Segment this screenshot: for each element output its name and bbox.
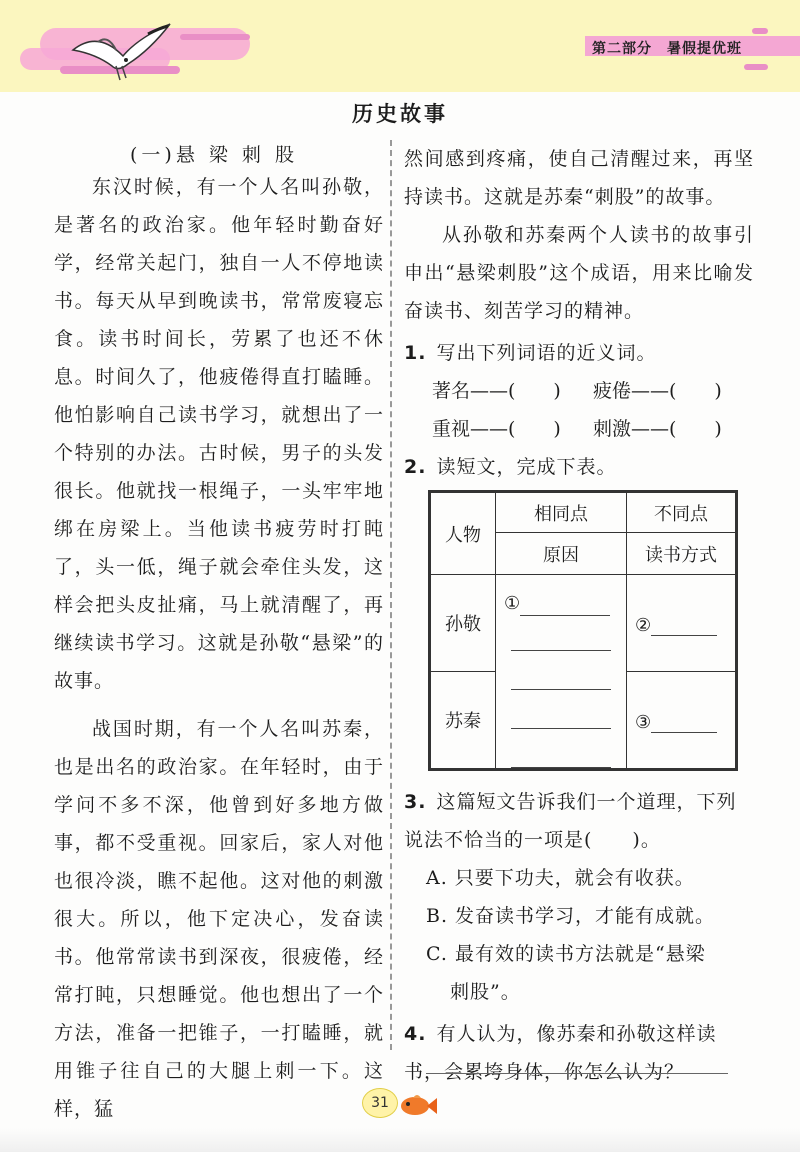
synonym-blank[interactable]: 著名——( ) [432,380,561,402]
table-cell-method[interactable] [627,672,736,769]
passage-paragraph: 从孙敬和苏秦两个人读书的故事引申出“悬梁刺股”这个成语，用来比喻发奋读书、刻苦学习的精神。 [404,224,754,322]
answer-blank[interactable] [511,747,611,768]
table-header-same: 相同点 [496,493,627,533]
answer-line[interactable] [426,1073,728,1074]
table-subheader-method: 读书方式 [627,533,736,575]
story-subtitle: (一)悬 梁 刺 股 [130,144,298,166]
question-4 [404,1015,754,1091]
synonym-blank[interactable]: 疲倦——( ) [593,380,722,402]
table-header-person: 人物 [431,493,496,575]
question-text: 写出下列词语的近义词。 [436,342,657,364]
pink-stripe [744,64,768,70]
question-number: 4. [404,1023,427,1045]
column-divider [390,140,392,1050]
table-header-diff: 不同点 [627,493,736,533]
question-number: 3. [404,791,427,813]
option-c[interactable]: C. 最有效的读书方法就是“悬梁 [426,943,706,965]
circled-mark: ① [504,593,521,614]
option-c-continued: 刺股”。 [450,981,521,1003]
question-number: 2. [404,456,427,478]
question-text: 这篇短文告诉我们一个道理，下列说法不恰当的一项是( )。 [404,791,737,851]
table-subheader-reason: 原因 [496,533,627,575]
section-label: 第二部分 暑假提优班 [592,41,742,57]
question-number: 1. [404,342,427,364]
synonym-row [404,372,754,410]
passage-paragraph: 战国时期，有一个人名叫苏秦，也是出名的政治家。在年轻时，由于学问不多不深，他曾到好多地方做事，都不受重视。回家后，家人对他也很冷淡，瞧不起他。这对他的刺激很大。所以，他下定决心，发奋读书。他常常读书到深夜，很疲倦，经常打盹，只想睡觉。他也想出了一个方法，准备一把锥子，一打瞌睡，就用锥子往自己的大腿上刺一下。这样，猛 [54,718,384,1120]
seagull-icon [68,20,178,90]
page-title: 历史故事 [352,102,448,126]
table-cell-reason[interactable] [496,575,627,769]
answer-blank[interactable] [651,708,717,733]
answer-blank[interactable] [520,591,610,616]
question-text: 有人认为，像苏秦和孙敬这样读书，会累垮身体，你怎么认为？ [404,1023,717,1083]
table-row-label: 苏秦 [431,672,496,769]
passage-paragraph: 东汉时候，有一个人名叫孙敬，是著名的政治家。他年轻时勤奋好学，经常关起门，独自一人不停地读书。每天从早到晚读书，常常废寝忘食。读书时间长，劳累了也还不休息。时间久了，他疲倦得直打瞌睡。他怕影响自己读书学习，就想出了一个特别的办法。古时候，男子的头发很长。他就找一根绳子，一头牢牢地绑在房梁上。当他读书疲劳时打盹了，头一低，绳子就会牵住头发，这样会把头皮扯痛，马上就清醒了，再继续读书学习。这就是孙敬“悬梁”的故事。 [54,176,384,692]
question-text: 读短文，完成下表。 [436,456,617,478]
answer-blank[interactable] [511,708,611,729]
synonym-blank[interactable]: 刺激——( ) [593,418,722,440]
circled-mark: ② [635,614,652,636]
passage-paragraph: 然间感到疼痛，使自己清醒过来，再坚持读书。这就是苏秦“刺股”的故事。 [404,148,754,208]
table-row-label: 孙敬 [431,575,496,672]
page-number: 31 [362,1088,398,1118]
answer-blank[interactable] [511,669,611,690]
right-column [404,140,754,1091]
comparison-table [430,492,736,769]
pink-stripe [180,34,250,40]
option-a[interactable]: A. 只要下功夫，就会有收获。 [426,867,695,889]
question-3 [404,783,754,859]
circled-mark: ③ [635,711,652,733]
option-b[interactable]: B. 发奋读书学习，才能有成就。 [426,905,716,927]
question-1 [404,334,754,372]
page-bottom-edge [0,1128,800,1152]
table-cell-method[interactable] [627,575,736,672]
passage-left [54,168,384,1138]
answer-blank[interactable] [511,630,611,651]
synonym-row [404,410,754,448]
pink-stripe [752,28,768,34]
answer-blank[interactable] [651,611,717,636]
goldfish-icon [395,1090,439,1120]
synonym-blank[interactable]: 重视——( ) [432,418,561,440]
question-2 [404,448,754,486]
